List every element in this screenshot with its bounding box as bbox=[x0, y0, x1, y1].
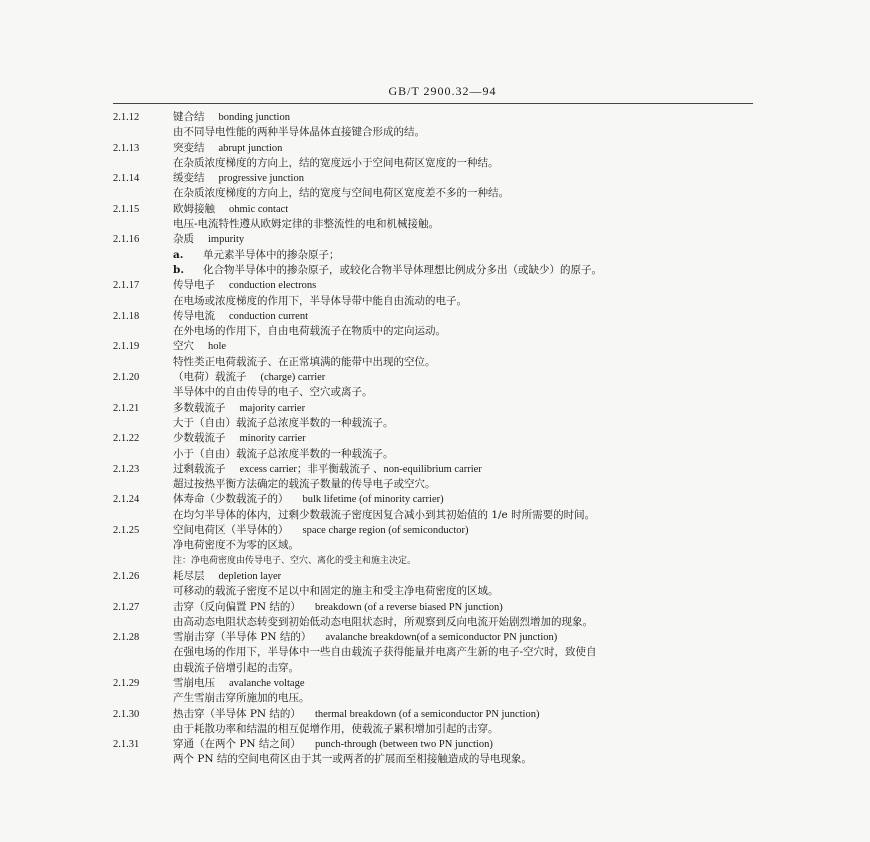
header-rule bbox=[113, 103, 753, 104]
term-chinese: 雪崩击穿（半导体 PN 结的） bbox=[173, 631, 312, 644]
term-entry bbox=[113, 676, 763, 707]
term-chinese: 体寿命（少数载流子的） bbox=[173, 493, 289, 506]
term-number: 2.1.27 bbox=[113, 601, 140, 613]
term-number: 2.1.25 bbox=[113, 525, 140, 537]
term-note: 注：净电荷密度由传导电子、空穴、离化的受主和施主决定。 bbox=[173, 555, 417, 566]
term-english: minority carrier bbox=[239, 433, 306, 445]
term-entry bbox=[113, 600, 763, 631]
term-sub-item bbox=[113, 248, 763, 263]
term-number: 2.1.31 bbox=[113, 739, 140, 751]
sub-item-text: 单元素半导体中的掺杂原子； bbox=[203, 248, 340, 261]
term-heading bbox=[113, 141, 763, 156]
term-chinese: 突变结 bbox=[173, 141, 205, 154]
term-entry bbox=[113, 278, 763, 309]
term-heading bbox=[113, 171, 763, 186]
term-chinese: 热击穿（半导体 PN 结的） bbox=[173, 707, 301, 720]
term-english: ohmic contact bbox=[229, 203, 289, 215]
term-english: excess carrier；非平衡载流子 、non-equilibrium carrier bbox=[239, 463, 482, 475]
sub-item-marker: a. bbox=[173, 248, 184, 261]
term-chinese: 多数载流子 bbox=[173, 401, 226, 414]
term-number: 2.1.26 bbox=[113, 570, 140, 582]
term-number: 2.1.24 bbox=[113, 494, 140, 506]
term-entry bbox=[113, 171, 763, 202]
term-number: 2.1.20 bbox=[113, 372, 140, 384]
term-list bbox=[113, 110, 763, 768]
term-definition: 在杂质浓度梯度的方向上，结的宽度与空间电荷区宽度差不多的一种结。 bbox=[173, 187, 509, 200]
term-english: breakdown (of a reverse biased PN junction) bbox=[314, 601, 503, 613]
term-chinese: 杂质 bbox=[173, 233, 194, 246]
term-definition: 由于耗散功率和结温的相互促增作用，使载流子累积增加引起的击穿。 bbox=[173, 722, 499, 735]
term-definition: 两个 PN 结的空间电荷区由于其一或两者的扩展而至相接触造成的导电现象。 bbox=[173, 753, 532, 766]
term-definition: 特性类正电荷载流子、在正常填满的能带中出现的空位。 bbox=[173, 355, 436, 368]
term-definition: 在杂质浓度梯度的方向上，结的宽度远小于空间电荷区宽度的一种结。 bbox=[173, 156, 499, 169]
term-definition: 由不同导电性能的两种半导体晶体直接键合形成的结。 bbox=[173, 126, 425, 139]
term-chinese: 键合结 bbox=[173, 111, 205, 123]
term-chinese: 空穴 bbox=[173, 340, 194, 353]
term-definition: 净电荷密度不为零的区域。 bbox=[173, 539, 299, 552]
term-chinese: 击穿（反向偏置 PN 结的） bbox=[173, 600, 301, 613]
term-english: punch-through (between two PN junction) bbox=[314, 739, 493, 751]
term-heading bbox=[113, 737, 763, 752]
term-chinese: 传导电流 bbox=[173, 309, 215, 322]
term-english: thermal breakdown (of a semiconductor PN junction) bbox=[314, 708, 540, 720]
term-english: avalanche voltage bbox=[229, 677, 305, 689]
term-number: 2.1.28 bbox=[113, 632, 140, 644]
term-entry bbox=[113, 523, 763, 569]
term-english: conduction current bbox=[229, 310, 309, 322]
term-heading bbox=[113, 630, 763, 645]
term-number: 2.1.15 bbox=[113, 203, 140, 215]
term-entry bbox=[113, 462, 763, 493]
term-entry bbox=[113, 309, 763, 340]
term-english: progressive junction bbox=[218, 173, 304, 185]
term-chinese: 耗尽层 bbox=[173, 569, 205, 582]
term-heading bbox=[113, 110, 763, 125]
term-number: 2.1.16 bbox=[113, 234, 140, 246]
term-entry bbox=[113, 202, 763, 233]
term-english: space charge region (of semiconductor) bbox=[302, 525, 469, 537]
term-chinese: 欧姆接触 bbox=[173, 202, 215, 215]
term-entry bbox=[113, 737, 763, 768]
term-chinese: 雪崩电压 bbox=[173, 676, 215, 689]
term-sub-item bbox=[113, 263, 763, 278]
term-entry bbox=[113, 141, 763, 172]
term-heading bbox=[113, 569, 763, 584]
term-chinese: 空间电荷区（半导体的） bbox=[173, 524, 289, 537]
term-definition: 半导体中的自由传导的电子、空穴或离子。 bbox=[173, 386, 373, 399]
term-entry bbox=[113, 630, 763, 676]
sub-item-text: 化合物半导体中的掺杂原子，或较化合物半导体理想比例成分多出（或缺少）的原子。 bbox=[203, 263, 602, 276]
term-entry bbox=[113, 569, 763, 600]
term-number: 2.1.12 bbox=[113, 112, 140, 123]
term-heading bbox=[113, 600, 763, 615]
term-number: 2.1.18 bbox=[113, 310, 140, 322]
term-entry bbox=[113, 370, 763, 401]
term-heading bbox=[113, 431, 763, 446]
term-english: hole bbox=[208, 341, 227, 353]
term-english: conduction electrons bbox=[229, 280, 317, 292]
term-heading bbox=[113, 401, 763, 416]
term-definition: 在电场或浓度梯度的作用下，半导体导带中能自由流动的电子。 bbox=[173, 294, 467, 307]
term-heading bbox=[113, 676, 763, 691]
term-chinese: 穿通（在两个 PN 结之间） bbox=[173, 738, 301, 751]
term-english: depletion layer bbox=[218, 570, 282, 582]
term-heading bbox=[113, 278, 763, 293]
term-entry bbox=[113, 492, 763, 523]
term-heading bbox=[113, 309, 763, 324]
term-definition: 产生雪崩击穿所施加的电压。 bbox=[173, 692, 310, 705]
term-number: 2.1.14 bbox=[113, 173, 140, 185]
term-definition: 可移动的载流子密度不足以中和固定的施主和受主净电荷密度的区域。 bbox=[173, 585, 499, 598]
term-chinese: 传导电子 bbox=[173, 279, 215, 292]
term-heading bbox=[113, 232, 763, 247]
term-english: avalanche breakdown(of a semiconductor PN junction) bbox=[325, 632, 558, 644]
term-number: 2.1.19 bbox=[113, 341, 140, 353]
term-number: 2.1.22 bbox=[113, 433, 140, 445]
term-heading bbox=[113, 707, 763, 722]
term-definition: 超过按热平衡方法确定的载流子数量的传导电子或空穴。 bbox=[173, 478, 436, 491]
sub-item-marker: b. bbox=[173, 263, 184, 276]
term-definition: 电压-电流特性遵从欧姆定律的非整流性的电和机械接触。 bbox=[173, 218, 440, 231]
term-number: 2.1.29 bbox=[113, 677, 140, 689]
term-definition: 在强电场的作用下，半导体中一些自由载流子获得能量并电离产生新的电子-空穴时，致使自 bbox=[173, 646, 597, 659]
term-heading bbox=[113, 202, 763, 217]
term-number: 2.1.13 bbox=[113, 142, 140, 154]
term-definition: 在外电场的作用下，自由电荷载流子在物质中的定向运动。 bbox=[173, 325, 446, 338]
standard-header: GB/T 2900.32—94 bbox=[388, 84, 497, 98]
term-heading bbox=[113, 339, 763, 354]
term-number: 2.1.30 bbox=[113, 708, 140, 720]
term-heading bbox=[113, 370, 763, 385]
term-definition: 大于（自由）载流子总浓度半数的一种载流子。 bbox=[173, 416, 394, 429]
term-entry bbox=[113, 339, 763, 370]
term-entry bbox=[113, 232, 763, 278]
term-entry bbox=[113, 401, 763, 432]
term-heading bbox=[113, 492, 763, 507]
term-heading bbox=[113, 523, 763, 538]
term-english: bonding junction bbox=[218, 112, 290, 123]
term-entry bbox=[113, 431, 763, 462]
term-definition: 小于（自由）载流子总浓度半数的一种载流子。 bbox=[173, 447, 394, 460]
term-chinese: 缓变结 bbox=[173, 172, 205, 185]
term-english: majority carrier bbox=[239, 402, 306, 414]
term-chinese: 少数载流子 bbox=[173, 432, 226, 445]
term-english: bulk lifetime (of minority carrier) bbox=[302, 494, 444, 506]
term-number: 2.1.21 bbox=[113, 402, 140, 414]
term-english: abrupt junction bbox=[218, 142, 283, 154]
term-definition: 在均匀半导体的体内，过剩少数载流子密度因复合减小到其初始值的 1/e 时所需要的时间。 bbox=[173, 508, 596, 521]
term-number: 2.1.17 bbox=[113, 280, 140, 292]
term-chinese: 过剩载流子 bbox=[173, 462, 226, 475]
term-definition: 由载流子倍增引起的击穿。 bbox=[173, 661, 299, 674]
term-heading bbox=[113, 462, 763, 477]
term-number: 2.1.23 bbox=[113, 463, 140, 475]
term-entry bbox=[113, 707, 763, 738]
term-definition: 由高动态电阻状态转变到初始低动态电阻状态时，所观察到反向电流开始剧烈增加的现象。 bbox=[173, 615, 593, 628]
term-english: impurity bbox=[208, 234, 245, 246]
term-english: (charge) carrier bbox=[260, 372, 326, 384]
term-entry bbox=[113, 110, 763, 141]
term-chinese: （电荷）载流子 bbox=[173, 371, 247, 384]
